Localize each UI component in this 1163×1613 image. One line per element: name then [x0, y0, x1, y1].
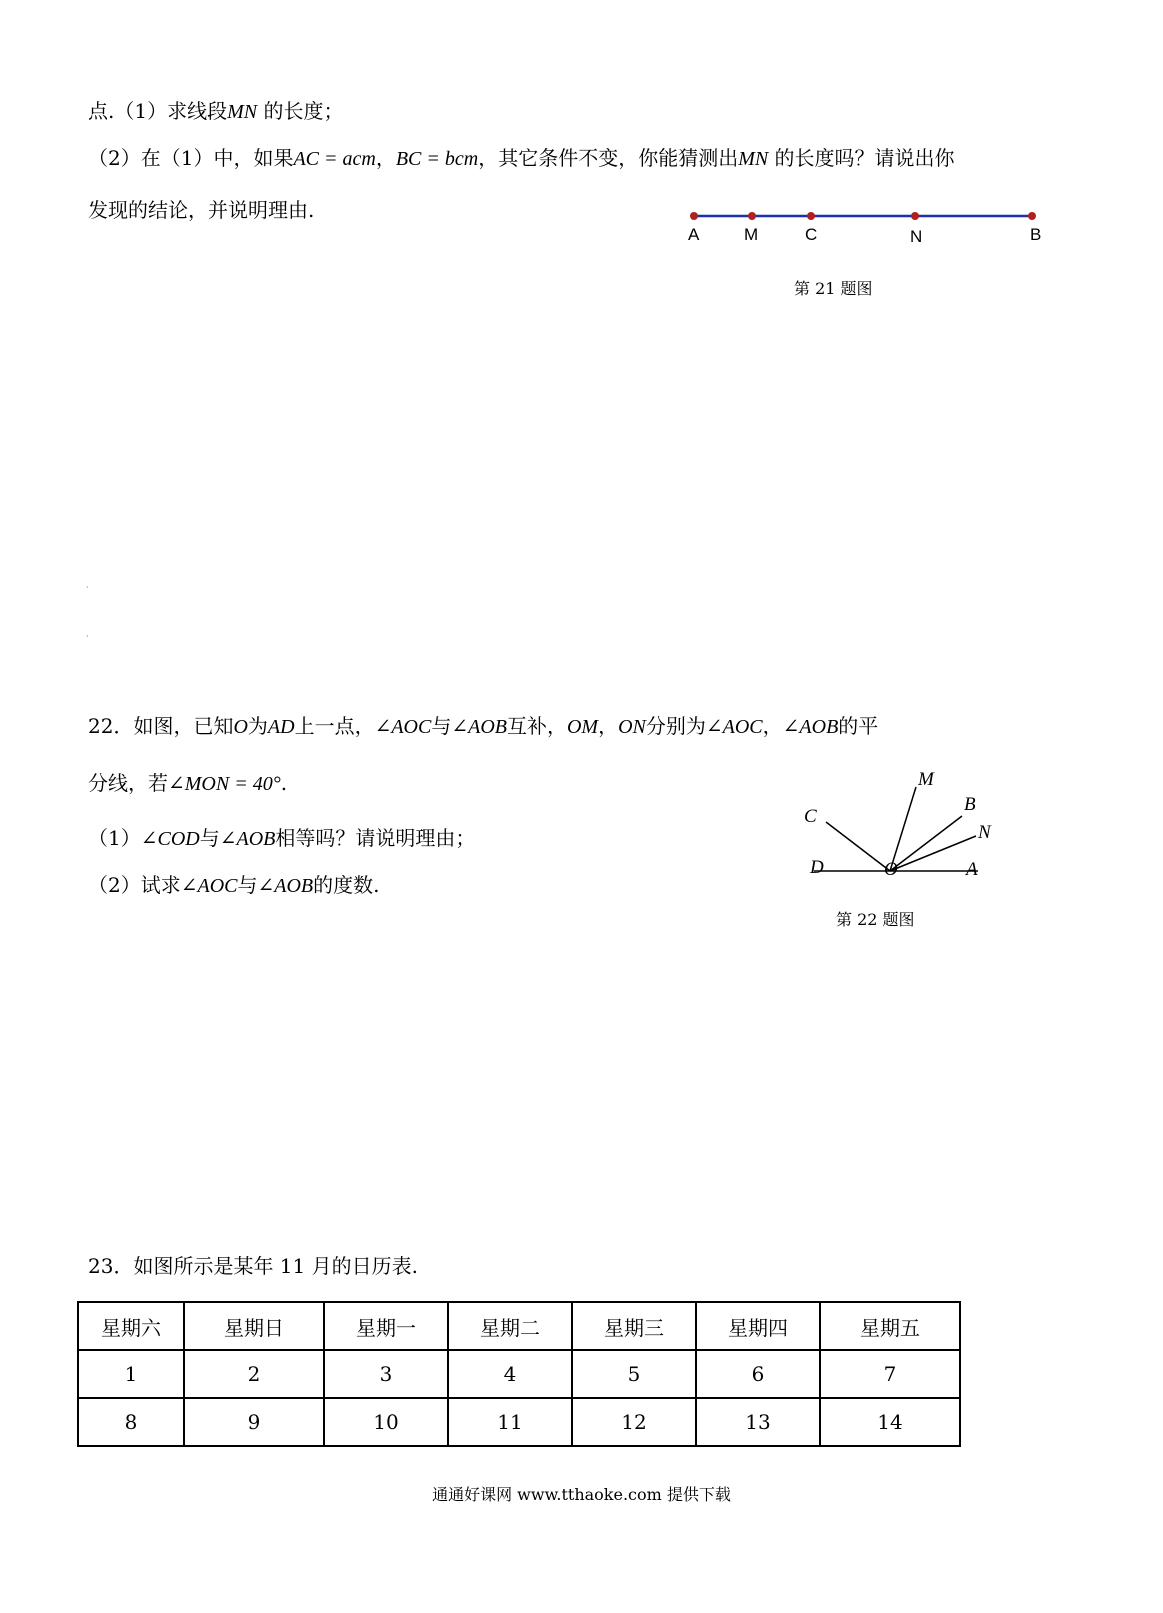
table-header-cell: 星期四 — [696, 1302, 820, 1350]
q21-line2-b: ，其它条件不变，你能猜测出 — [478, 146, 739, 170]
q22-l2b: . — [280, 771, 288, 795]
q22-ad: AD — [267, 716, 295, 738]
stray-mark: · — [86, 632, 89, 641]
table-cell: 6 — [696, 1350, 820, 1398]
q21-ac-expr: AC = acm — [293, 148, 376, 170]
table-cell: 10 — [324, 1398, 448, 1446]
q22-t7: 分别为 — [645, 714, 706, 738]
q21-caption: 第 21 题图 — [794, 279, 873, 298]
q22-t3: 上一点， — [294, 714, 375, 738]
table-header-cell: 星期二 — [448, 1302, 572, 1350]
q22-mon: ∠MON = 40° — [168, 773, 281, 795]
q21-point-c — [807, 212, 815, 220]
q22-s2a: （2）试求 — [88, 873, 181, 897]
q21-label-m: M — [744, 225, 759, 244]
table-header-cell: 星期五 — [820, 1302, 960, 1350]
q22-s1a: （1） — [88, 826, 141, 850]
q22-label-c: C — [804, 806, 817, 827]
q21-label-n: N — [910, 227, 923, 246]
table-cell: 7 — [820, 1350, 960, 1398]
q22-ray-on — [890, 836, 976, 871]
q22-t2: 为 — [247, 714, 268, 738]
q21-mn-expr: MN — [738, 148, 769, 170]
q21-line1-pre: 点.（1）求线段 — [88, 99, 228, 123]
q21-label-a: A — [688, 225, 700, 244]
q22-sub2 — [88, 875, 380, 896]
q22-label-d: D — [810, 857, 824, 878]
q22-l2a: 分线，若 — [88, 771, 168, 795]
calendar-table — [77, 1301, 961, 1447]
table-row — [78, 1350, 960, 1398]
q23-intro: 23．如图所示是某年 11 月的日历表. — [88, 1254, 418, 1278]
table-cell: 3 — [324, 1350, 448, 1398]
q22-ray-ob — [890, 816, 962, 871]
table-cell: 9 — [184, 1398, 324, 1446]
table-cell: 8 — [78, 1398, 184, 1446]
q21-point-m — [748, 212, 756, 220]
q22-label-a: A — [966, 859, 978, 880]
q22-on: ON — [618, 716, 646, 738]
q22-s1c: 相等吗？请说明理由； — [275, 826, 476, 850]
q21-figure — [680, 205, 1060, 255]
q21-point-n — [911, 212, 919, 220]
q22-t9: 的平 — [838, 714, 879, 738]
table-header-row — [78, 1302, 960, 1350]
q22-s1aob: ∠AOB — [219, 828, 276, 850]
q22-label-n: N — [978, 822, 991, 843]
q21-point-b — [1028, 212, 1036, 220]
q22-cod: ∠COD — [140, 828, 200, 850]
q22-figure — [800, 765, 1030, 895]
q22-aob2: ∠AOB — [782, 716, 839, 738]
q22-t6: ， — [598, 714, 619, 738]
table-row — [78, 1398, 960, 1446]
q21-line1 — [88, 101, 343, 122]
stray-mark: · — [86, 583, 89, 592]
q21-sep: ， — [375, 146, 396, 170]
table-cell: 4 — [448, 1350, 572, 1398]
q22-sub1 — [88, 828, 475, 849]
q22-s2c: 的度数. — [313, 873, 380, 897]
q22-label-m: M — [918, 769, 934, 790]
table-cell: 12 — [572, 1398, 696, 1446]
q22-om: OM — [566, 716, 599, 738]
table-cell: 2 — [184, 1350, 324, 1398]
q21-label-b: B — [1030, 225, 1042, 244]
table-header-cell: 星期一 — [324, 1302, 448, 1350]
table-cell: 1 — [78, 1350, 184, 1398]
q21-line3: 发现的结论，并说明理由. — [88, 198, 315, 222]
q21-bc-expr: BC = bcm — [395, 148, 479, 170]
q22-s2aob: ∠AOB — [257, 875, 314, 897]
q21-line1-post: 的长度； — [257, 99, 344, 123]
q22-s2b: 与 — [237, 873, 258, 897]
q22-t1: 22．如图，已知 — [88, 714, 234, 738]
table-cell: 13 — [696, 1398, 820, 1446]
q22-s1b: 与 — [199, 826, 220, 850]
q22-t8: ， — [762, 714, 783, 738]
table-header-cell: 星期三 — [572, 1302, 696, 1350]
q22-line2 — [88, 773, 287, 794]
q21-var-mn: MN — [227, 101, 258, 123]
q22-aoc: ∠AOC — [374, 716, 432, 738]
page-footer: 通通好课网 www.tthaoke.com 提供下载 — [432, 1485, 731, 1504]
q22-t4: 与 — [431, 714, 452, 738]
q21-label-c: C — [805, 225, 818, 244]
q22-ray-oc — [826, 822, 890, 871]
q22-t5: 互补， — [506, 714, 567, 738]
q22-aob: ∠AOB — [451, 716, 507, 738]
q22-line1 — [88, 716, 878, 737]
table-header-cell: 星期六 — [78, 1302, 184, 1350]
q21-line2-a: （2）在（1）中，如果 — [88, 146, 294, 170]
table-cell: 11 — [448, 1398, 572, 1446]
q22-s2aoc: ∠AOC — [180, 875, 238, 897]
q22-aoc2: ∠AOC — [705, 716, 763, 738]
q22-label-b: B — [964, 794, 976, 815]
table-cell: 14 — [820, 1398, 960, 1446]
q22-o: O — [233, 716, 248, 738]
q21-line2-c: 的长度吗？请说出你 — [768, 146, 955, 170]
q22-caption: 第 22 题图 — [836, 910, 915, 929]
q21-line2 — [88, 148, 955, 169]
table-header-cell: 星期日 — [184, 1302, 324, 1350]
table-cell: 5 — [572, 1350, 696, 1398]
q22-label-o: O — [884, 859, 898, 880]
q21-point-a — [690, 212, 698, 220]
